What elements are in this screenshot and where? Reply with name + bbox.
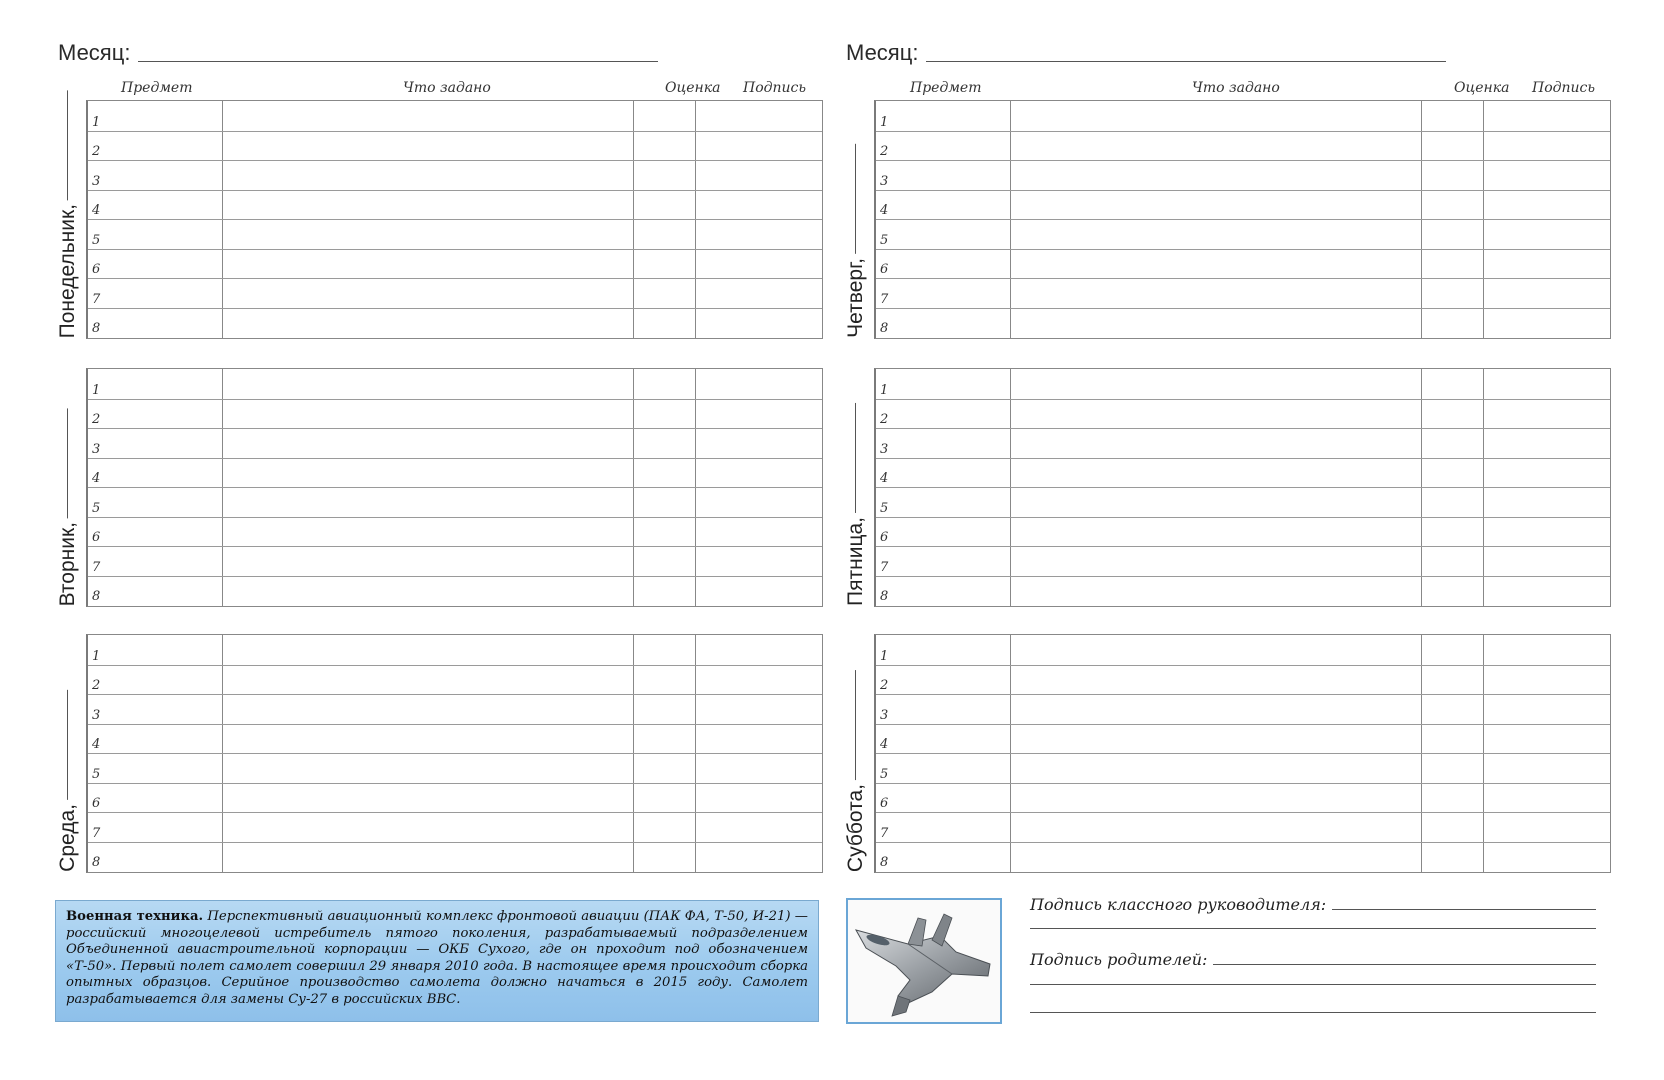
row-number: 4 xyxy=(92,203,101,218)
row-number: 6 xyxy=(880,530,889,545)
row-number: 2 xyxy=(880,412,889,427)
class-teacher-signature-label: Подпись классного руководителя: xyxy=(1030,895,1327,914)
fighter-jet-photo xyxy=(846,898,1002,1024)
day-name-wrap xyxy=(844,144,868,338)
day-label xyxy=(838,634,874,872)
row-number: 1 xyxy=(880,114,889,130)
table-row[interactable] xyxy=(876,576,1610,606)
date-input-line[interactable] xyxy=(856,144,857,254)
table-row[interactable] xyxy=(88,131,822,162)
row-number: 4 xyxy=(880,471,889,486)
header-task: Что задано xyxy=(403,80,491,96)
info-box xyxy=(55,900,819,1022)
signature-blank-line[interactable] xyxy=(1030,984,1596,985)
table-row[interactable] xyxy=(876,190,1610,221)
date-input-line[interactable] xyxy=(68,90,69,200)
row-number: 5 xyxy=(92,766,101,782)
row-number: 3 xyxy=(880,173,889,189)
row-number: 3 xyxy=(880,707,889,723)
homework-table xyxy=(874,634,1611,873)
table-row[interactable] xyxy=(88,458,822,489)
month-input-line[interactable] xyxy=(926,60,1446,62)
row-number: 8 xyxy=(880,589,889,604)
row-number: 2 xyxy=(880,144,889,159)
table-row[interactable] xyxy=(876,308,1610,338)
row-number: 5 xyxy=(880,232,889,248)
table-row[interactable] xyxy=(876,278,1610,309)
table-row[interactable] xyxy=(88,160,822,191)
row-number: 6 xyxy=(92,262,101,277)
table-row[interactable] xyxy=(876,517,1610,548)
table-row[interactable] xyxy=(88,546,822,577)
header-grade: Оценка xyxy=(665,80,721,96)
row-number: 5 xyxy=(92,500,101,516)
row-number: 2 xyxy=(92,678,101,693)
row-number: 1 xyxy=(92,382,101,398)
table-row[interactable] xyxy=(876,369,1610,400)
day-label xyxy=(50,100,86,338)
row-number: 5 xyxy=(880,766,889,782)
table-row[interactable] xyxy=(876,399,1610,430)
row-number: 8 xyxy=(880,855,889,870)
day-name-wrap xyxy=(56,690,80,872)
day-name-wrap xyxy=(56,408,80,606)
month-label: Месяц: xyxy=(846,40,919,65)
class-teacher-signature-line[interactable] xyxy=(1332,908,1596,910)
table-row[interactable] xyxy=(876,783,1610,814)
row-number: 4 xyxy=(92,471,101,486)
day-name: Вторник, xyxy=(56,521,79,606)
day-block-monday xyxy=(50,100,840,338)
header-grade: Оценка xyxy=(1454,80,1510,96)
row-number: 2 xyxy=(92,144,101,159)
table-row[interactable] xyxy=(88,278,822,309)
row-number: 7 xyxy=(92,825,101,841)
row-number: 3 xyxy=(92,173,101,189)
day-label xyxy=(838,100,874,338)
row-number: 6 xyxy=(880,796,889,811)
fighter-jet-icon xyxy=(848,900,1000,1022)
month-label: Месяц: xyxy=(58,40,131,65)
table-row[interactable] xyxy=(876,842,1610,872)
table-row[interactable] xyxy=(876,458,1610,489)
day-name-wrap xyxy=(56,90,80,338)
month-input-line[interactable] xyxy=(138,60,658,62)
day-name: Среда, xyxy=(56,804,79,872)
table-row[interactable] xyxy=(876,249,1610,280)
header-signature: Подпись xyxy=(743,80,807,96)
day-name: Понедельник, xyxy=(56,203,79,338)
table-row[interactable] xyxy=(876,635,1610,666)
day-block-thursday xyxy=(838,100,1628,338)
table-row[interactable] xyxy=(876,219,1610,250)
homework-table xyxy=(874,100,1611,339)
month-field xyxy=(846,40,1446,66)
row-number: 5 xyxy=(92,232,101,248)
header-signature: Подпись xyxy=(1532,80,1596,96)
header-subject: Предмет xyxy=(910,80,982,96)
table-row[interactable] xyxy=(876,160,1610,191)
row-number: 6 xyxy=(92,796,101,811)
table-row[interactable] xyxy=(88,190,822,221)
table-row[interactable] xyxy=(876,131,1610,162)
day-name-wrap xyxy=(844,670,868,872)
parents-signature-label: Подпись родителей: xyxy=(1030,950,1208,969)
row-number: 6 xyxy=(92,530,101,545)
day-name: Суббота, xyxy=(844,783,867,872)
parents-signature[interactable] xyxy=(1030,950,1596,969)
table-row[interactable] xyxy=(876,724,1610,755)
signature-blank-line[interactable] xyxy=(1030,1012,1596,1013)
parents-signature-line[interactable] xyxy=(1213,963,1596,965)
row-number: 4 xyxy=(880,203,889,218)
table-row[interactable] xyxy=(88,101,822,132)
homework-table xyxy=(86,100,823,339)
row-number: 8 xyxy=(92,321,101,336)
homework-table xyxy=(874,368,1611,607)
table-row[interactable] xyxy=(876,487,1610,518)
header-task: Что задано xyxy=(1192,80,1280,96)
table-row[interactable] xyxy=(876,812,1610,843)
table-row[interactable] xyxy=(88,842,822,872)
table-row[interactable] xyxy=(88,369,822,400)
table-row[interactable] xyxy=(876,665,1610,696)
day-block-tuesday xyxy=(50,368,840,606)
day-label xyxy=(50,368,86,606)
day-block-wednesday xyxy=(50,634,840,872)
date-input-line[interactable] xyxy=(68,690,69,800)
table-row[interactable] xyxy=(88,576,822,606)
header-subject: Предмет xyxy=(121,80,193,96)
day-label xyxy=(50,634,86,872)
table-row[interactable] xyxy=(876,546,1610,577)
row-number: 8 xyxy=(92,589,101,604)
table-row[interactable] xyxy=(88,219,822,250)
table-row[interactable] xyxy=(88,665,822,696)
table-headers xyxy=(874,80,1609,100)
table-row[interactable] xyxy=(88,694,822,725)
table-row[interactable] xyxy=(88,308,822,338)
table-row[interactable] xyxy=(88,428,822,459)
row-number: 1 xyxy=(880,648,889,664)
row-number: 2 xyxy=(92,412,101,427)
table-row[interactable] xyxy=(88,487,822,518)
row-number: 8 xyxy=(880,321,889,336)
row-number: 2 xyxy=(880,678,889,693)
row-number: 7 xyxy=(880,825,889,841)
table-row[interactable] xyxy=(88,724,822,755)
day-block-saturday xyxy=(838,634,1628,872)
row-number: 7 xyxy=(92,559,101,575)
row-number: 6 xyxy=(880,262,889,277)
table-row[interactable] xyxy=(876,428,1610,459)
table-row[interactable] xyxy=(88,635,822,666)
date-input-line[interactable] xyxy=(856,403,857,513)
day-name: Четверг, xyxy=(844,258,867,338)
table-row[interactable] xyxy=(88,812,822,843)
date-input-line[interactable] xyxy=(68,408,69,518)
row-number: 7 xyxy=(92,291,101,307)
date-input-line[interactable] xyxy=(856,670,857,780)
row-number: 7 xyxy=(880,559,889,575)
month-field xyxy=(58,40,658,66)
table-row[interactable] xyxy=(88,753,822,784)
signature-blank-line[interactable] xyxy=(1030,928,1596,929)
day-block-friday xyxy=(838,368,1628,606)
info-title: Военная техника. xyxy=(66,909,204,924)
table-row[interactable] xyxy=(88,399,822,430)
row-number: 3 xyxy=(92,707,101,723)
homework-table xyxy=(86,634,823,873)
info-text: Перспективный авиационный комплекс фронтовой авиации (ПАК ФА, Т-50, И-21) — российский многоцелевой истребитель пятого поколения, разрабатываемый подразделением Объединенной авиастроительной корпорации — ОКБ Сухого, где он проходит под обозначением «Т-50». Первый полет самолет совершил 29 января 2010 года. В настоящее время происходит сборка опытных образцов. Серийное производство самолета должно начаться в 2015 году. Самолет разрабатывается для замены Су-27 в российских ВВС. xyxy=(66,909,808,1007)
row-number: 3 xyxy=(880,441,889,457)
table-row[interactable] xyxy=(88,517,822,548)
table-row[interactable] xyxy=(88,249,822,280)
day-name-wrap xyxy=(844,403,868,606)
day-name: Пятница, xyxy=(844,517,867,606)
right-page xyxy=(846,0,1664,1080)
row-number: 1 xyxy=(880,382,889,398)
row-number: 1 xyxy=(92,114,101,130)
row-number: 3 xyxy=(92,441,101,457)
row-number: 4 xyxy=(880,737,889,752)
table-row[interactable] xyxy=(876,753,1610,784)
table-headers xyxy=(85,80,820,100)
row-number: 7 xyxy=(880,291,889,307)
day-label xyxy=(838,368,874,606)
row-number: 1 xyxy=(92,648,101,664)
row-number: 4 xyxy=(92,737,101,752)
class-teacher-signature[interactable] xyxy=(1030,895,1596,914)
row-number: 8 xyxy=(92,855,101,870)
homework-table xyxy=(86,368,823,607)
table-row[interactable] xyxy=(876,694,1610,725)
table-row[interactable] xyxy=(88,783,822,814)
table-row[interactable] xyxy=(876,101,1610,132)
row-number: 5 xyxy=(880,500,889,516)
